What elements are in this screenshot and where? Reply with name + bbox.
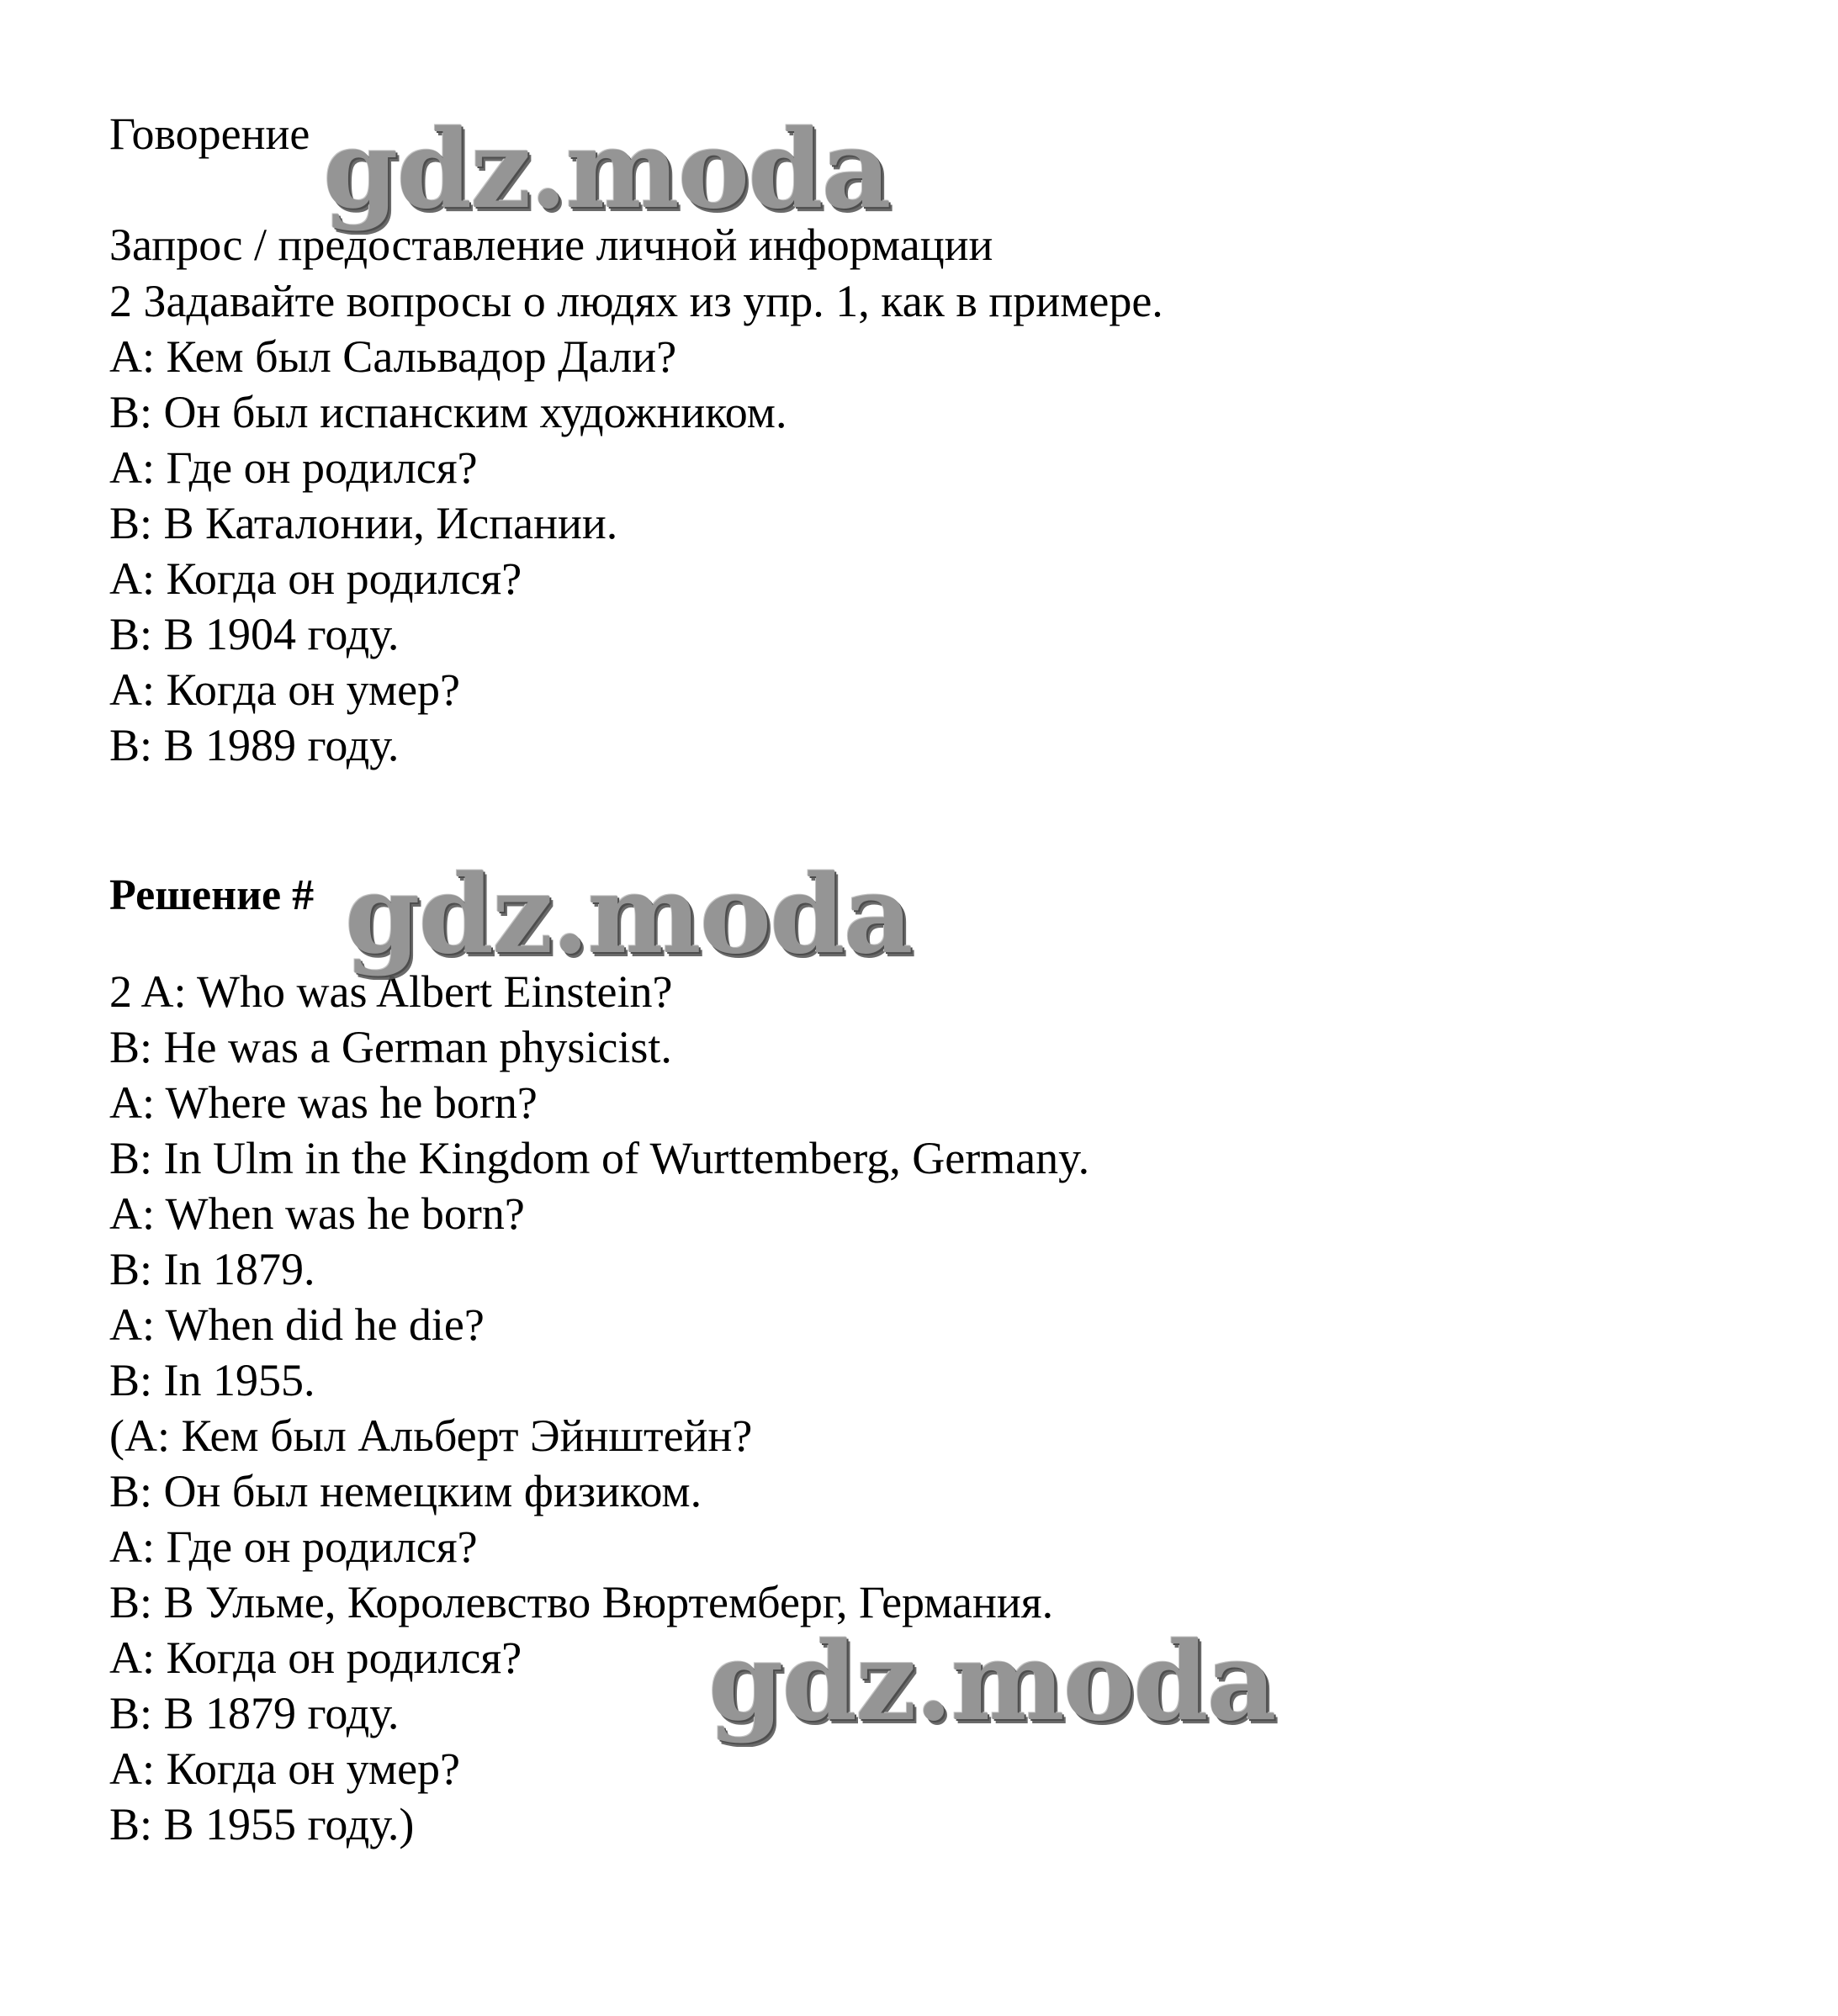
solution-line: 2 A: Who was Albert Einstein? [109,966,673,1017]
solution-line: B: In 1879. [109,1244,315,1294]
section-title: Говорение [109,108,310,159]
solution-line: A: Когда он умер? [109,1743,461,1794]
solution-line: B: In 1955. [109,1355,315,1405]
solution-line: B: В Ульме, Королевство Вюртемберг, Германия. [109,1577,1054,1627]
task-dialogue-line: B: В Каталонии, Испании. [109,498,618,548]
task-dialogue-line: A: Когда он умер? [109,664,461,715]
solution-line: A: When was he born? [109,1188,525,1239]
task-dialogue-line: B: Он был испанским художником. [109,387,787,437]
solution-line: B: В 1955 году.) [109,1799,415,1849]
task-dialogue-line: B: В 1989 году. [109,720,400,770]
watermark-logo: gdz.moda [323,107,890,233]
watermark-logo: gdz.moda [708,1619,1275,1745]
solution-line: A: When did he die? [109,1299,485,1350]
solution-line: B: In Ulm in the Kingdom of Wurttemberg, Germany. [109,1133,1090,1183]
task-instruction: 2 Задавайте вопросы о людях из упр. 1, как в примере. [109,276,1163,326]
solution-line: A: Where was he born? [109,1077,538,1128]
watermark-logo: gdz.moda [345,852,912,978]
task-dialogue-line: B: В 1904 году. [109,609,400,659]
solution-line: (A: Кем был Альберт Эйнштейн? [109,1410,753,1461]
task-subtitle: Запрос / предоставление личной информации [109,220,993,270]
solution-line: B: В 1879 году. [109,1688,400,1738]
solution-line: A: Где он родился? [109,1521,478,1572]
solution-line: A: Когда он родился? [109,1632,522,1683]
task-dialogue-line: A: Где он родился? [109,442,478,493]
task-dialogue-line: A: Кем был Сальвадор Дали? [109,331,677,382]
solution-heading: Решение # [109,871,315,919]
solution-line: B: He was a German physicist. [109,1022,672,1072]
task-dialogue-line: A: Когда он родился? [109,553,522,604]
solution-line: B: Он был немецким физиком. [109,1466,702,1516]
